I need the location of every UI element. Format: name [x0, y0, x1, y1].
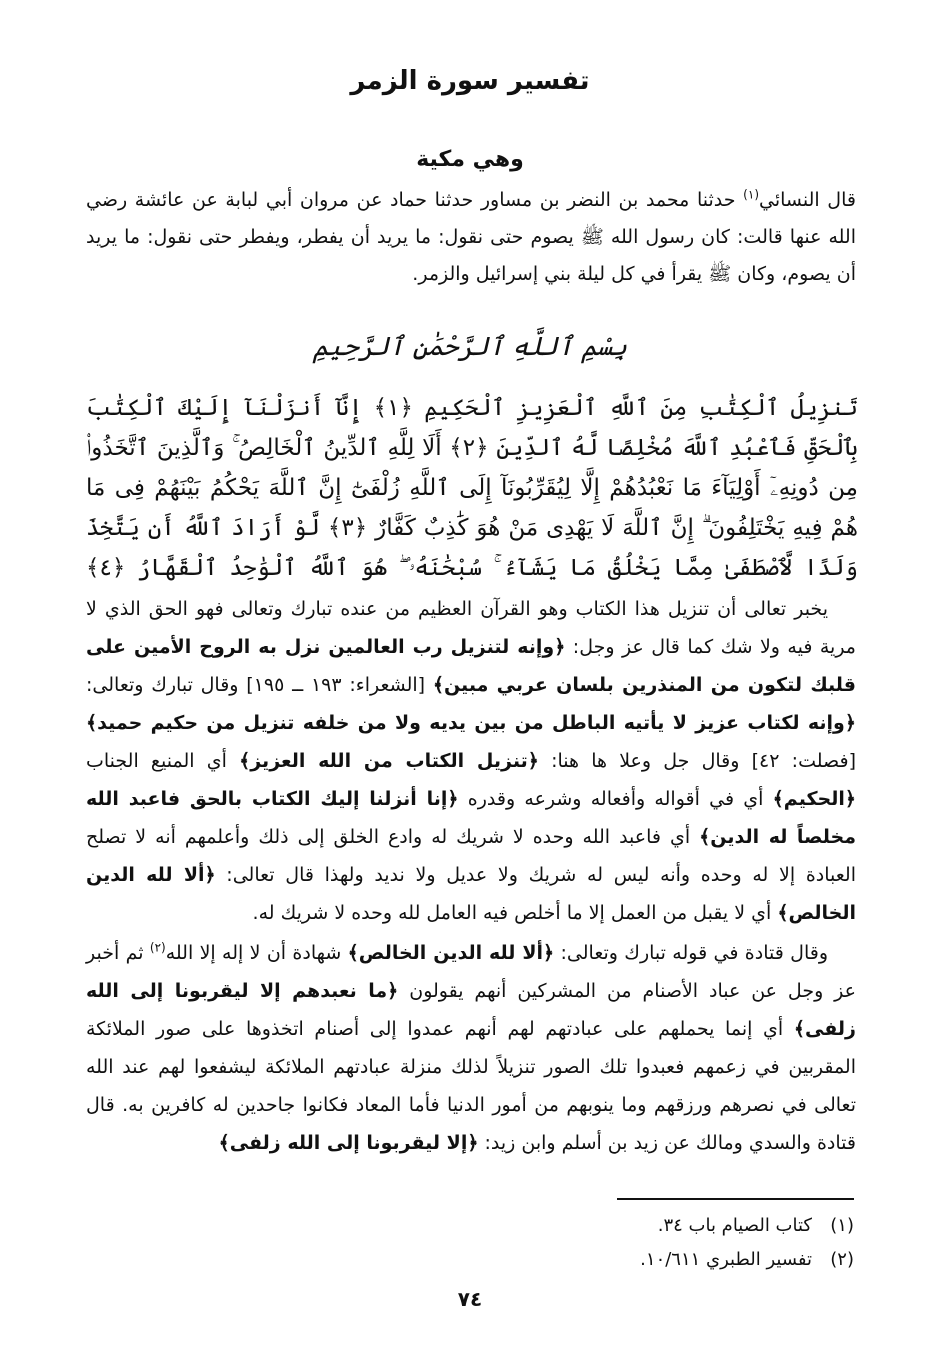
- footnote-number: (١): [830, 1215, 854, 1236]
- quran-quote: ﴿وإنه لتنزيل رب العالمين نزل به الروح الأمين على قلبك لتكون من المنذرين بلسان عربي مبين﴾: [86, 636, 856, 696]
- intro-text-b: حدثنا محمد بن النضر بن مساور حدثنا حماد عن مروان أبي لبابة عن عائشة رضي الله عنها قالت: كان رسول الله ﷺ يصوم حتى نقول: ما يريد أن يفطر، ويفطر حتى نقول: ما يريد أن يصوم، وكان ﷺ يقرأ في كل ليلة بني إسرائيل والزمر.: [86, 189, 856, 285]
- quran-quote: ﴿ما نعبدهم إلا ليقربونا إلى الله زلفى﴾: [86, 980, 856, 1040]
- footnote-number: (٢): [830, 1249, 854, 1270]
- quran-quote: ﴿ألا لله الدين الخالص﴾: [86, 864, 856, 924]
- footnote-ref: (٢): [149, 940, 166, 955]
- footnote-text: تفسير الطبري ١٠/٦١١.: [640, 1249, 812, 1270]
- quran-quote: ﴿إلا ليقربونا إلى الله زلفى﴾: [218, 1132, 479, 1154]
- tafsir-paragraph-1: [86, 590, 856, 932]
- tafsir-text: يخبر تعالى أن تنزيل هذا الكتاب وهو القرآن العظيم من عنده تبارك وتعالى فهو الحق الذي لا مرية فيه ولا شك كما قال عز وجل:: [86, 598, 856, 658]
- quran-quote: ﴿الحكيم﴾: [772, 788, 856, 810]
- tafsir-text: شهادة أن لا إله إلا الله: [165, 942, 348, 964]
- quran-quote: ﴿ألا لله الدين الخالص﴾: [347, 942, 555, 964]
- tafsir-body: [86, 590, 856, 1162]
- intro-paragraph: [86, 182, 856, 293]
- footnote-separator: [617, 1198, 854, 1200]
- tafsir-text: أي فاعبد الله وحده لا شريك له وادع الخلق إلى ذلك وأعلمهم أنه لا تصلح العبادة إلا له وحده وأنه ليس له شريك ولا عديل ولا نديد ولهذا قال تعالى:: [86, 826, 856, 886]
- tafsir-text: [الشعراء: ١٩٣ ــ ١٩٥] وقال تبارك وتعالى:: [86, 674, 433, 696]
- footnote-ref-1: (١): [743, 187, 759, 202]
- footnote-text: كتاب الصيام باب ٣٤.: [657, 1215, 812, 1236]
- quran-quote: ﴿تنزيل الكتاب من الله العزيز﴾: [239, 750, 539, 772]
- page-number: ٧٤: [457, 1287, 483, 1311]
- tafsir-text: أي لا يقبل من العمل إلا ما أخلص فيه العامل لله وحده لا شريك له.: [252, 902, 778, 924]
- footnote-2: [354, 1243, 854, 1277]
- tafsir-text: أي في أقواله وأفعاله وشرعه وقدره: [458, 788, 773, 810]
- tafsir-paragraph-2: [86, 934, 856, 1162]
- quran-quote: ﴿إنا أنزلنا إليك الكتاب بالحق فاعبد الله مخلصاً له الدين﴾: [86, 788, 856, 848]
- basmala: بِسْمِ ٱللَّهِ ٱلرَّحْمَٰنِ ٱلرَّحِيمِ: [312, 332, 628, 362]
- tafsir-text: أي المنيع الجناب: [86, 750, 240, 772]
- footnote-1: [354, 1209, 854, 1243]
- tafsir-text: أي إنما يحملهم على عبادتهم لهم أنهم عمدوا إلى أصنام اتخذوها على صور الملائكة المقربين في زعمهم فعبدوا تلك الصور تنزيلاً لذلك منزلة عبادتهم الملائكة ليشفعوا لهم عند الله تعالى في نصرهم ورزقهم وما ينوبهم من أمور الدنيا فأما المعاد فكانوا جاحدين له كافرين به. قال قتادة والسدي ومالك عن زيد بن أسلم وابن زيد:: [86, 1018, 856, 1154]
- intro-text-a: قال النسائي: [759, 189, 856, 211]
- surah-subtitle: وهي مكية: [416, 147, 524, 172]
- footnotes: [354, 1209, 854, 1277]
- quran-verses: تَنزِيلُ ٱلْكِتَٰبِ مِنَ ٱللَّهِ ٱلْعَزِيزِ ٱلْحَكِيمِ ﴿١﴾ إِنَّآ أَنزَلْنَآ إِلَيْكَ ٱلْكِتَٰبَ بِٱلْحَقِّ فَٱعْبُدِ ٱللَّهَ مُخْلِصًا لَّهُ ٱلدِّينَ ﴿٢﴾ أَلَا لِلَّهِ ٱلدِّينُ ٱلْخَالِصُ ۚ وَٱلَّذِينَ ٱتَّخَذُوا۟ مِن دُونِهِۦٓ أَوْلِيَآءَ مَا نَعْبُدُهُمْ إِلَّا لِيُقَرِّبُونَآ إِلَى ٱللَّهِ زُلْفَىٰٓ إِنَّ ٱللَّهَ يَحْكُمُ بَيْنَهُمْ فِى مَا هُمْ فِيهِ يَخْتَلِفُونَ ۗ إِنَّ ٱللَّهَ لَا يَهْدِى مَنْ هُوَ كَٰذِبٌ كَفَّارٌ ﴿٣﴾ لَّوْ أَرَادَ ٱللَّهُ أَن يَتَّخِذَ وَلَدًا لَّٱصْطَفَىٰ مِمَّا يَخْلُقُ مَا يَشَآءُ ۚ سُبْحَٰنَهُۥ ۖ هُوَ ٱللَّهُ ٱلْوَٰحِدُ ٱلْقَهَّارُ ﴿٤﴾: [86, 395, 858, 581]
- surah-title: تفسير سورة الزمر: [350, 66, 590, 96]
- tafsir-text: [فصلت: ٤٢] وقال جل وعلا ها هنا:: [538, 750, 856, 772]
- tafsir-text: ثم أخبر عز وجل عن عباد الأصنام من المشركين أنهم يقولون: [86, 942, 856, 1002]
- quran-quote: ﴿وإنه لكتاب عزيز لا يأتيه الباطل من بين يديه ولا من خلفه تنزيل من حكيم حميد﴾: [86, 712, 856, 734]
- tafsir-text: وقال قتادة في قوله تبارك وتعالى:: [554, 942, 828, 964]
